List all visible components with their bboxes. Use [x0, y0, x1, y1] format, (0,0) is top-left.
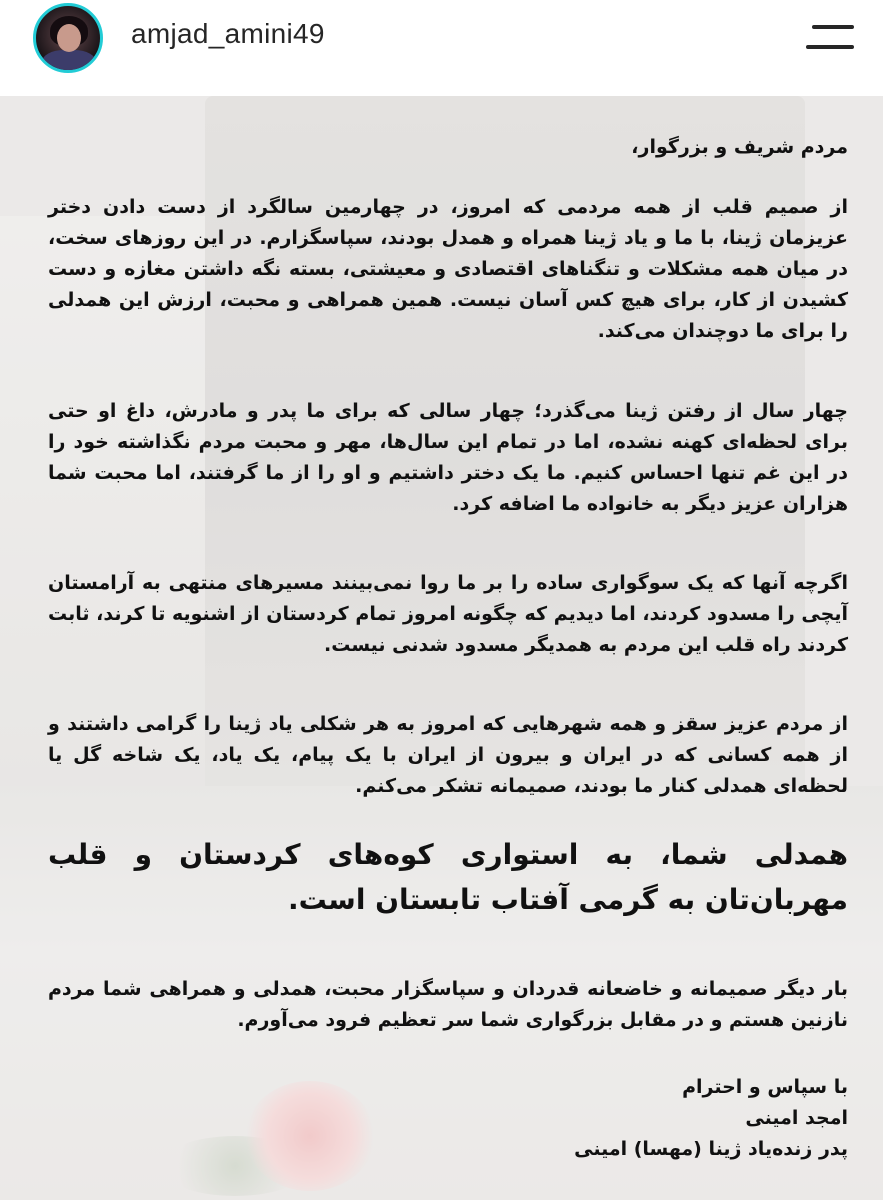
- paragraph-3: اگرچه آنها که یک سوگواری ساده را بر ما روا نمی‌بینند مسیرهای منتهی به آرامستان آیچی را مسدود کردند، اما دیدیم که چگونه امروز تمام کردستان از اشنویه تا کرند، ثابت کردند راه قلب این مردم به همدیگر مسدود شدنی نیست.: [48, 572, 848, 656]
- username[interactable]: amjad_amini49: [131, 18, 325, 49]
- greeting: مردم شریف و بزرگوار،: [631, 136, 848, 158]
- menu-line-top: [812, 25, 854, 29]
- menu-icon[interactable]: [806, 22, 854, 52]
- signature-line-1: با سپاس و احترام: [682, 1076, 848, 1098]
- signature-line-3: پدر زنده‌یاد ژینا (مهسا) امینی: [574, 1138, 848, 1160]
- highlight-quote: همدلی شما، به استواری کوه‌های کردستان و قلب مهربان‌تان به گرمی آفتاب تابستان است.: [48, 838, 848, 916]
- profile-header: [0, 0, 883, 96]
- post-image: [0, 96, 883, 1200]
- avatar-body: [42, 50, 96, 73]
- avatar[interactable]: [33, 3, 103, 73]
- signature-line-2: امجد امینی: [745, 1107, 848, 1129]
- paragraph-1: از صمیم قلب از همه مردمی که امروز، در چهارمین سالگرد از دست دادن دختر عزیزمان ژینا، با ما و یاد ژینا همراه و همدل بودند، سپاسگزارم. در این روزهای سخت، در میان همه مشکلات و تنگناهای اقتصادی و معیشتی، بسته نگه داشتن مغازه و دست کشیدن از کار، برای هیچ کس آسان نیست. همین همراهی و محبت، ارزش این همدلی را برای ما دوچندان می‌کند.: [48, 196, 848, 342]
- closing-paragraph: بار دیگر صمیمانه و خاضعانه قدردان و سپاسگزار محبت، همدلی و همراهی شما مردم نازنین هستم و در مقابل بزرگواری شما سر تعظیم فرود می‌آورم.: [48, 978, 848, 1031]
- paragraph-2: چهار سال از رفتن ژینا می‌گذرد؛ چهار سالی که برای ما پدر و مادرش، داغ او حتی برای لحظه‌ای کهنه نشده، اما در تمام این سال‌ها، مهر و محبت مردم نگذاشته خود را در این غم تنها احساس کنیم. ما یک دختر داشتیم و او را از ما گرفتند، اما محبت شما هزاران عزیز دیگر به خانواده ما اضافه کرد.: [48, 400, 848, 515]
- avatar-face: [57, 24, 81, 52]
- menu-line-bottom: [806, 45, 854, 49]
- paragraph-4: از مردم عزیز سقز و همه شهرهایی که امروز به هر شکلی یاد ژینا را گرامی داشتند و از همه کسانی که در ایران و بیرون از ایران با یک پیام، یک یاد، یک شاخه گل یا لحظه‌ای همدلی کنار ما بودند، صمیمانه تشکر می‌کنم.: [48, 713, 848, 797]
- signature: [48, 1072, 848, 1165]
